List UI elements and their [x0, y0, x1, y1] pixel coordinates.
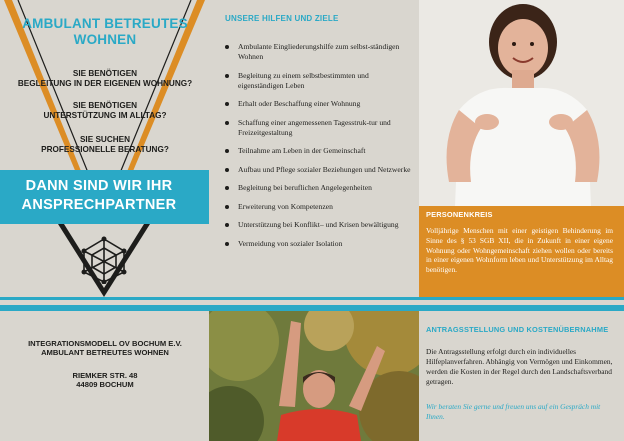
- list-item-text: Ambulante Eingliederungshilfe zum selbst-ständigen Wohnen: [238, 42, 400, 61]
- address-city: 44809 BOCHUM: [76, 380, 134, 389]
- help-goals-heading: UNSERE HILFEN UND ZIELE: [225, 14, 339, 23]
- org-line-2: AMBULANT BETREUTES WOHNEN: [41, 348, 169, 357]
- list-item-text: Erhalt oder Beschaffung einer Wohnung: [238, 99, 361, 108]
- list-item-text: Vermeidung von sozialer Isolation: [238, 238, 343, 248]
- contact-invitation: Wir beraten Sie gerne und freuen uns auf ein Gespräch mit Ihnen.: [426, 402, 601, 421]
- list-item: [224, 202, 414, 212]
- antrag-heading: ANTRAGSSTELLUNG UND KOSTENÜBERNAHME: [426, 325, 609, 334]
- question-2-line-1: SIE BENÖTIGEN: [72, 101, 138, 110]
- question-3-line-1: SIE SUCHEN: [79, 135, 131, 144]
- banner-line-2: ANSPRECHPARTNER: [21, 197, 177, 213]
- list-item-text: Begleitung bei beruflichen Angelegenheiten: [238, 183, 372, 192]
- left-panel: [0, 0, 209, 441]
- question-1-line-2: BEGLEITUNG IN DER EIGENEN WOHNUNG?: [17, 79, 193, 88]
- bullet-icon: [225, 168, 229, 172]
- list-item-text: Teilnahme am Leben in der Gemeinschaft: [238, 146, 366, 155]
- personenkreis-heading: PERSONENKREIS: [426, 210, 493, 219]
- question-2-line-2: UNTERSTÜTZUNG IM ALLTAG?: [43, 111, 167, 120]
- list-item: [224, 99, 414, 109]
- bullet-icon: [225, 74, 229, 78]
- banner-line-1: DANN SIND WIR IHR: [25, 178, 173, 194]
- personenkreis-text: Volljährige Menschen mit einer geistigen Behinderung im Sinne des § 53 SGB XII, die in Zukunft in einer eigene Wohnung oder Wohngemeinschaft ziehen wollen oder bereits in einer eigenen Wohnform leben und Unterstützung im Alltag benötigen.: [426, 226, 613, 275]
- list-item: [224, 239, 414, 249]
- bullet-icon: [225, 45, 229, 49]
- help-goals-list: [224, 42, 414, 257]
- question-3: [14, 135, 196, 155]
- org-line-1: INTEGRATIONSMODELL OV BOCHUM E.V.: [28, 339, 182, 348]
- list-item: [224, 165, 414, 175]
- bullet-icon: [225, 102, 229, 106]
- banner-text: [12, 177, 186, 215]
- photo-man-cheering: [209, 311, 419, 441]
- list-item: [224, 71, 414, 91]
- title-line-2: WOHNEN: [73, 32, 137, 47]
- list-item: [224, 220, 414, 230]
- divider-stripe-thin: [0, 297, 624, 300]
- question-2: [14, 101, 196, 121]
- bullet-icon: [225, 121, 229, 125]
- bullet-icon: [225, 186, 229, 190]
- question-1-line-1: SIE BENÖTIGEN: [72, 69, 138, 78]
- bullet-icon: [225, 242, 229, 246]
- photo-woman-pointing: [419, 0, 624, 206]
- address-street: RIEMKER STR. 48: [72, 371, 138, 380]
- list-item-text: Aufbau und Pflege sozialer Beziehungen und Netzwerke: [238, 164, 411, 174]
- list-item-text: Erweiterung von Kompetenzen: [238, 201, 333, 211]
- title-line-1: AMBULANT BETREUTES: [22, 16, 188, 31]
- bullet-icon: [225, 223, 229, 227]
- question-3-line-2: PROFESSIONELLE BERATUNG?: [41, 145, 169, 154]
- list-item: [224, 42, 414, 62]
- address: [14, 371, 196, 389]
- list-item: [224, 183, 414, 193]
- main-title: [14, 16, 196, 48]
- list-item: [224, 146, 414, 156]
- antrag-text: Die Antragsstellung erfolgt durch ein individuelles Hilfeplanverfahren. Abhängig von Vermögen und Einkommen, werden die Kosten in der Regel durch den Landschaftsverband getragen.: [426, 347, 613, 386]
- bullet-icon: [225, 205, 229, 209]
- list-item-text: Unterstützung bei Konflikt– und Krisen bewältigung: [238, 220, 399, 229]
- organization-name: [14, 339, 196, 357]
- list-item-text: Schaffung einer angemessenen Tagesstruk-tur und Freizeitgestaltung: [238, 117, 391, 137]
- organization-logo-icon: [80, 236, 128, 284]
- question-1: [14, 69, 196, 89]
- bullet-icon: [225, 149, 229, 153]
- list-item-text: Begleitung zu einem selbstbestimmten und eigenständigen Leben: [238, 70, 369, 90]
- list-item: [224, 118, 414, 138]
